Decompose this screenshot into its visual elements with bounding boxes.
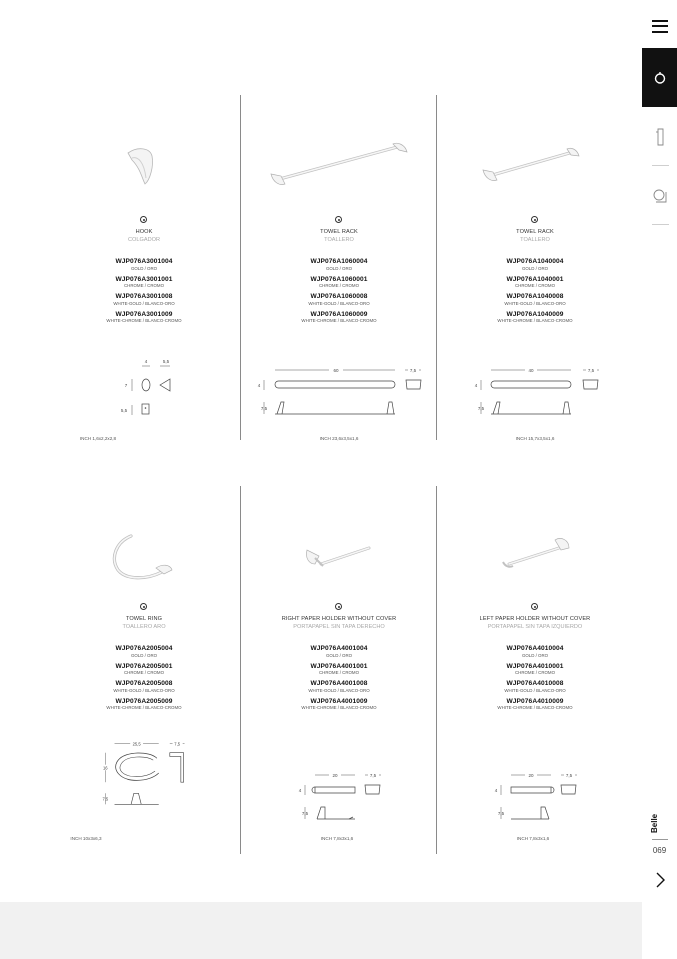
toolbar-divider — [652, 224, 669, 225]
product-finish: WHITE-GOLD / BLANCO-ORO — [504, 687, 566, 693]
product-photo — [437, 528, 633, 588]
product-code: WJP076A1060004 — [310, 258, 368, 265]
product-finish: GOLD / ORO — [325, 652, 353, 658]
chevron-right-icon[interactable] — [642, 868, 677, 892]
product-finish: WHITE-CHROME / BLANCO-CROMO — [497, 705, 573, 710]
product-codes — [46, 645, 242, 715]
product-name-es: PORTAPAPEL SIN TAPA IZQUIERDO — [487, 624, 583, 630]
product-name: LEFT PAPER HOLDER WITHOUT COVER — [479, 616, 591, 622]
product-name: TOWEL RACK — [516, 229, 554, 235]
product-finish: CHROME / CROMO — [318, 670, 359, 675]
product-code: WJP076A2005001 — [115, 662, 173, 670]
product-codes — [46, 258, 242, 328]
dimension-label: 5,5 — [120, 408, 128, 413]
product-name-es: TOALLERO — [520, 237, 550, 243]
technical-drawing — [437, 360, 633, 430]
dimension-label: 4 — [144, 359, 148, 364]
product-code: WJP076A1040004 — [506, 258, 564, 265]
product-finish: WHITE-GOLD / BLANCO-ORO — [113, 300, 175, 306]
product-finish: WHITE-GOLD / BLANCO-ORO — [504, 300, 566, 306]
inch-dimensions: INCH 10x3x6,3 — [70, 836, 102, 841]
product-photo — [46, 528, 242, 588]
dimension-label: 7,5 — [102, 796, 109, 802]
product-code: WJP076A3001008 — [115, 293, 173, 300]
product-codes — [241, 645, 437, 715]
product-code: WJP076A3001001 — [115, 275, 173, 283]
dimension-label: 4 — [494, 788, 498, 793]
product-marker-icon — [531, 216, 538, 223]
product-code: WJP076A3001009 — [115, 310, 173, 318]
right-toolbar — [642, 0, 677, 959]
dimension-label: 20 — [528, 773, 534, 778]
product-marker-icon — [335, 603, 342, 610]
product-code: WJP076A4010008 — [506, 680, 564, 687]
product-finish: CHROME / CROMO — [514, 670, 555, 675]
product-code: WJP076A4001004 — [310, 645, 368, 652]
product-code: WJP076A4001008 — [310, 680, 368, 687]
product-name: HOOK — [135, 229, 153, 235]
dimension-label: 7,5 — [497, 811, 505, 816]
product-name: RIGHT PAPER HOLDER WITHOUT COVER — [281, 616, 397, 622]
product-code: WJP076A1040008 — [506, 293, 564, 300]
dimension-label: 4 — [474, 383, 478, 388]
technical-drawing — [46, 738, 242, 808]
product-marker-icon — [140, 216, 147, 223]
product-finish: WHITE-GOLD / BLANCO-ORO — [308, 687, 370, 693]
dimension-label: 7 — [124, 383, 128, 388]
product-code: WJP076A4010004 — [506, 645, 564, 652]
product-codes — [241, 258, 437, 328]
product-finish: WHITE-CHROME / BLANCO-CROMO — [497, 318, 573, 323]
product-code: WJP076A3001004 — [115, 258, 173, 265]
ring-icon[interactable] — [642, 48, 677, 107]
product-finish: CHROME / CROMO — [514, 283, 555, 288]
product-name-es: TOALLERO — [324, 237, 354, 243]
product-finish: WHITE-CHROME / BLANCO-CROMO — [301, 705, 377, 710]
product-code: WJP076A2005008 — [115, 680, 173, 687]
dimension-label: 20 — [332, 773, 338, 778]
product-finish: CHROME / CROMO — [123, 283, 164, 288]
product-finish: WHITE-GOLD / BLANCO-ORO — [308, 300, 370, 306]
product-finish: CHROME / CROMO — [318, 283, 359, 288]
dimension-label: 16 — [103, 765, 108, 771]
dimension-label: 7,5 — [587, 368, 595, 373]
product-finish: WHITE-GOLD / BLANCO-ORO — [113, 687, 175, 693]
product-finish: GOLD / ORO — [130, 265, 158, 271]
technical-drawing — [241, 360, 437, 430]
product-finish: WHITE-CHROME / BLANCO-CROMO — [106, 705, 182, 710]
product-finish: WHITE-CHROME / BLANCO-CROMO — [106, 318, 182, 323]
inch-dimensions: INCH 7,8x3x1,6 — [516, 836, 550, 841]
product-marker-icon — [335, 216, 342, 223]
dimension-label: 7,5 — [409, 368, 417, 373]
dimension-label: 7,5 — [174, 741, 181, 747]
product-marker-icon — [140, 603, 147, 610]
product-code: WJP076A2005004 — [115, 645, 173, 652]
product-code: WJP076A2005009 — [115, 697, 173, 705]
product-code: WJP076A4001009 — [310, 697, 368, 705]
product-code: WJP076A1060009 — [310, 310, 368, 318]
brand-label: Belle — [650, 813, 659, 833]
dimension-label: 60 — [333, 368, 339, 373]
toolbar-divider — [652, 165, 669, 166]
page-number: 069 — [652, 846, 667, 855]
product-marker-icon — [531, 603, 538, 610]
product-code: WJP076A1040009 — [506, 310, 564, 318]
brand-underline — [652, 839, 668, 840]
technical-drawing — [437, 760, 633, 830]
inch-dimensions: INCH 23,6x3,5x1,6 — [319, 436, 359, 441]
product-name: TOWEL RACK — [320, 229, 358, 235]
rack-icon[interactable] — [642, 124, 677, 150]
dimension-label: 7,5 — [301, 811, 309, 816]
product-code: WJP076A1060001 — [310, 275, 368, 283]
technical-drawing — [241, 760, 437, 830]
mirror-icon[interactable] — [642, 183, 677, 209]
product-name-es: PORTAPAPEL SIN TAPA DERECHO — [293, 624, 385, 630]
dimension-label: 40 — [528, 368, 534, 373]
inch-dimensions: INCH 15,7x3,5x1,6 — [515, 436, 555, 441]
dimension-label: 25,5 — [132, 741, 141, 747]
inch-dimensions: INCH 7,8x3x1,6 — [320, 836, 354, 841]
product-codes — [437, 258, 633, 328]
product-photo — [241, 528, 437, 588]
product-code: WJP076A1040001 — [506, 275, 564, 283]
dimension-label: 4 — [257, 383, 261, 388]
product-finish: GOLD / ORO — [521, 652, 549, 658]
product-finish: CHROME / CROMO — [123, 670, 164, 675]
dimension-label: 4 — [298, 788, 302, 793]
product-photo — [46, 138, 242, 198]
dimension-label: 7,5 — [260, 406, 268, 411]
dimension-label: 5,5 — [162, 359, 170, 364]
dimension-label: 7,5 — [565, 773, 573, 778]
product-finish: GOLD / ORO — [521, 265, 549, 271]
product-name-es: TOALLERO ARO — [122, 624, 166, 630]
product-name: TOWEL RING — [125, 616, 163, 622]
dimension-label: 7,5 — [477, 406, 485, 411]
product-finish: WHITE-CHROME / BLANCO-CROMO — [301, 318, 377, 323]
inch-dimensions: INCH 1,6x2,2x2,8 — [79, 436, 117, 441]
product-code: WJP076A4010009 — [506, 697, 564, 705]
technical-drawing — [46, 355, 242, 425]
product-finish: GOLD / ORO — [325, 265, 353, 271]
product-finish: GOLD / ORO — [130, 652, 158, 658]
product-code: WJP076A4001001 — [310, 662, 368, 670]
footer-band — [0, 902, 677, 959]
product-name-es: COLGADOR — [127, 237, 160, 243]
product-photo — [437, 138, 633, 198]
product-codes — [437, 645, 633, 715]
product-photo — [241, 138, 437, 198]
product-code: WJP076A4010001 — [506, 662, 564, 670]
hamburger-menu-icon[interactable] — [642, 8, 677, 44]
product-code: WJP076A1060008 — [310, 293, 368, 300]
dimension-label: 7,5 — [369, 773, 377, 778]
